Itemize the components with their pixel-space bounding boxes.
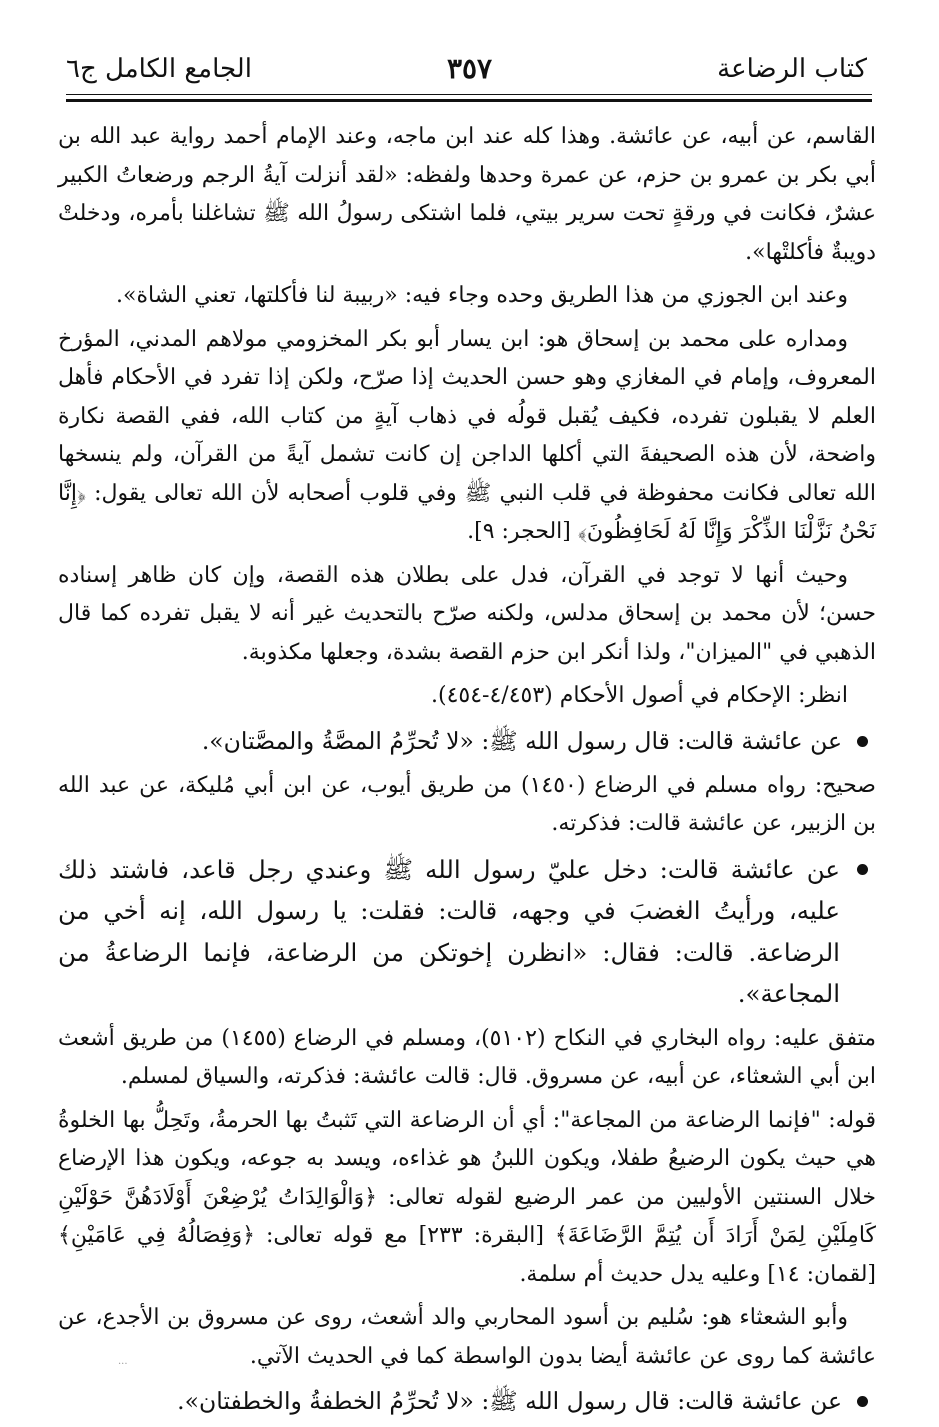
hadith-block-3 — [58, 1381, 876, 1421]
paragraph-conclusion: وحيث أنها لا توجد في القرآن، فدل على بطلان هذه القصة، وإن كان ظاهر إسناده حسن؛ لأن محمد بن إسحاق مدلس، ولكنه صرّح بالتحديث غير أنه لا يقبل تفرده كما قال الذهبي في "الميزان"، ولذا أنكر ابن حزم القصة بشدة، وجعلها مكذوبة. — [58, 562, 876, 665]
page-footer-mark: ... — [118, 1356, 128, 1367]
chapter-title: كتاب الرضاعة — [717, 54, 867, 84]
paragraph-reference: انظر: الإحكام في أصول الأحكام (٤/٤٥٣-٤٥٤). — [431, 683, 848, 708]
book-title: الجامع الكامل ج٦ — [66, 54, 252, 84]
paragraph-commentary: قوله: "فإنما الرضاعة من المجاعة": أي أن الرضاعة التي تَثبتُ بها الحرمةُ، وتَحِلُّ بها الخلوةُ هي حيث يكون الرضيعُ طفلا، ويكون اللبنُ هو غذاءه، ويسد به جوعه، ويكون هذا الإرضاع خلال السنتين الأوليين من عمر الرضيع لقوله تعالى: ﴿وَالْوَالِدَاتُ يُرْضِعْنَ أَوْلَادَهُنَّ حَوْلَيْنِ كَامِلَيْنِ لِمَنْ أَرَادَ أَن يُتِمَّ الرَّضَاعَةَ﴾ [البقرة: ٢٣٣] مع قوله تعالى: ﴿وَفِصَالُهُ فِي عَامَيْنِ﴾ [لقمان: ١٤] وعليه يدل حديث أم سلمة. — [58, 1107, 876, 1287]
hadith-block-2 — [58, 849, 876, 1015]
hadith-text: عن عائشة قالت: قال رسول الله ﷺ: «لا تُحرِّمُ المصَّةُ والمصَّتان». — [201, 726, 842, 755]
hadith-grading: متفق عليه: رواه البخاري في النكاح (٥١٠٢)، ومسلم في الرضاع (١٤٥٥) من طريق أشعث ابن أبي الشعثاء، عن أبيه، عن مسروق. قال: قالت عائشة: فذكرته، والسياق لمسلم. — [58, 1025, 876, 1089]
paragraph-ibn-ishaq: ومداره على محمد بن إسحاق هو: ابن يسار أبو بكر المخزومي مولاهم المدني، المؤرخ المعروف، وإمام في المغازي وهو حسن الحديث إذا صرّح، ولكن إذا تفرد في الأحكام فأهل العلم لا يقبلون تفرده، فكيف يُقبل قولُه في ذهاب آيةٍ من كتاب الله، ففي القصة نكارة واضحة، لأن هذه الصحيفةَ التي أكلها الداجن إن كانت تشمل آيةً من القرآن، ولم ينسخها الله تعالى فكانت محفوظة في قلب النبي ﷺ وفي قلوب أصحابه لأن الله تعالى يقول: ﴿إِنَّا نَحْنُ نَزَّلْنَا الذِّكْرَ وَإِنَّا لَهُ لَحَافِظُونَ﴾ [الحجر: ٩]. — [58, 326, 877, 544]
paragraph-ahmad-narration: القاسم، عن أبيه، عن عائشة. وهذا كله عند ابن ماجه، وعند الإمام أحمد رواية عبد الله بن أبي بكر بن عمرو بن حزم، عن عمرة وحدها ولفظه: «لقد أنزلت آيةُ الرجم ورضعاتُ الكبير عشرٌ، فكانت في ورقةٍ تحت سرير بيتي، فلما اشتكى رسولُ الله ﷺ تشاغلنا بأمره، ودخلتْ دويبةٌ فأكلتْها». — [58, 124, 876, 265]
hadith-block-1 — [58, 721, 876, 761]
hadith-text: عن عائشة قالت: دخل عليّ رسول الله ﷺ وعندي رجل قاعد، فاشتد ذلك عليه، ورأيتُ الغضبَ في وجهه، قالت: فقلت: يا رسول الله، إنه أخي من الرضاعة. قالت: فقال: «انظرن إخوتكن من الرضاعة، فإنما الرضاعةُ من المجاعة». — [58, 854, 840, 1008]
hadith-grading: صحيح: رواه مسلم في الرضاع (١٤٥٠) من طريق أيوب، عن ابن أبي مُليكة، عن عبد الله بن الزبير، عن عائشة قالت: فذكرته. — [58, 772, 876, 836]
bullet-icon — [857, 864, 868, 875]
page-number: ٣٥٧ — [446, 52, 493, 85]
page-body — [58, 118, 876, 1427]
hadith-text: عن عائشة قالت: قال رسول الله ﷺ: «لا تُحرِّمُ الخطفةُ والخطفتان». — [177, 1387, 842, 1415]
header-rule-thick — [66, 99, 872, 102]
bullet-icon — [857, 1396, 868, 1407]
bullet-icon — [857, 736, 868, 747]
header-rule-thin — [66, 94, 872, 95]
paragraph-ibn-aljawzi: وعند ابن الجوزي من هذا الطريق وحده وجاء فيه: «ربيبة لنا فأكلتها، تعني الشاة». — [116, 283, 848, 308]
paragraph-narrator-note: وأبو الشعثاء هو: سُليم بن أسود المحاربي والد أشعث، روى عن مسروق بن الأجدع، عن عائشة كما روى عن عائشة أيضا بدون الواسطة كما في الحديث الآتي. — [58, 1305, 876, 1369]
